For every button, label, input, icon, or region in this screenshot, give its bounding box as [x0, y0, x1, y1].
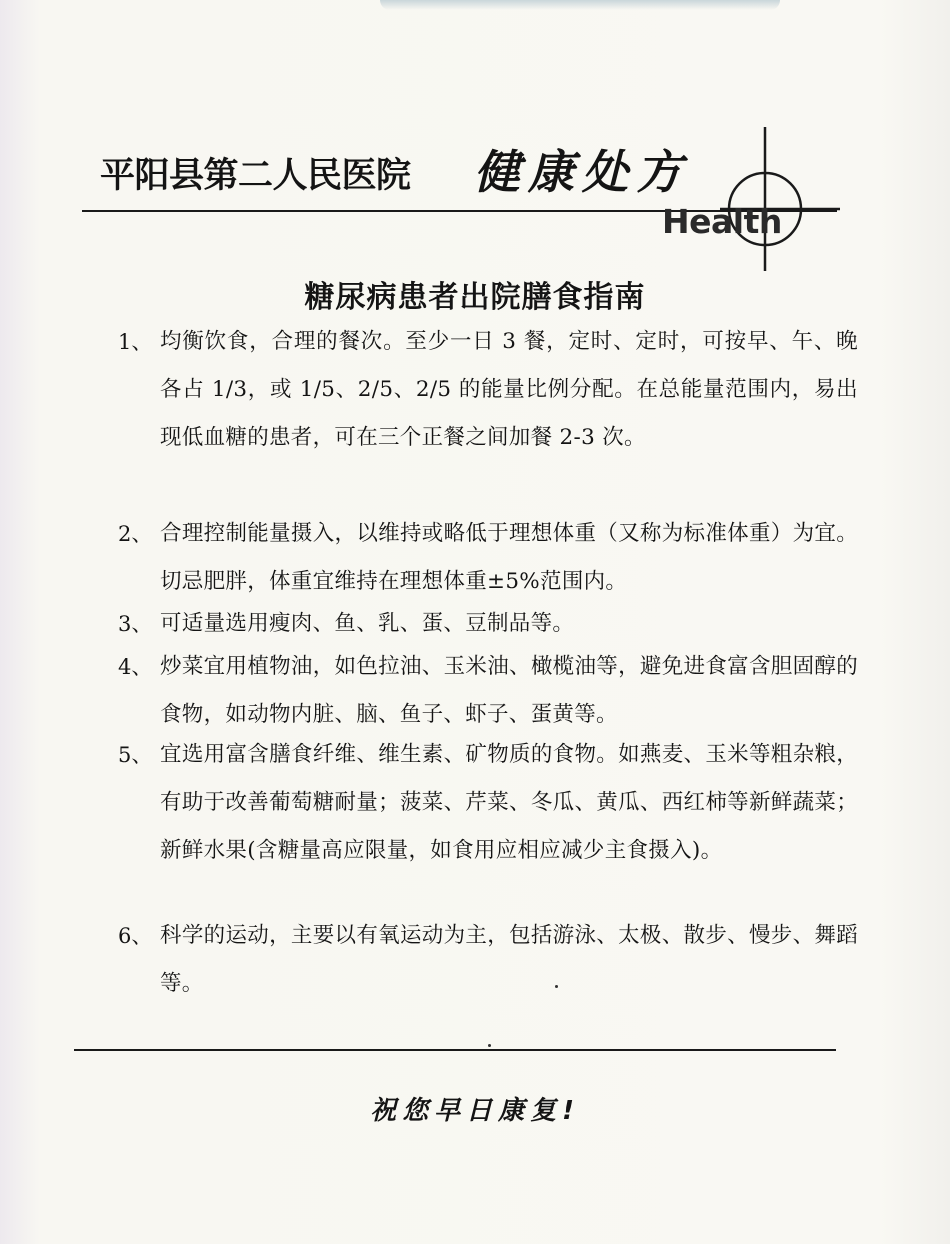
item-text: 宜选用富含膳食纤维、维生素、矿物质的食物。如燕麦、玉米等粗杂粮，有助于改善葡萄糖耐量；菠菜、芹菜、冬瓜、黄瓜、西红柿等新鲜蔬菜；新鲜水果(含糖量高应限量，如食用应相应减少主食摄入)。	[160, 742, 858, 863]
closing-wish: 祝您早日康复!	[370, 1096, 580, 1126]
health-crosshair-logo-icon	[660, 125, 845, 275]
item-text: 均衡饮食，合理的餐次。至少一日 3 餐，定时、定时，可按早、午、晚各占 1/3，或 1/5、2/5、2/5 的能量比例分配。在总能量范围内，易出现低血糖的患者，可在三个正餐之间加餐 2-3 次。	[160, 329, 858, 450]
item-number: 4、	[118, 655, 153, 679]
guideline-item	[118, 912, 858, 1008]
scan-shadow	[380, 0, 780, 10]
footer-divider	[74, 1049, 836, 1051]
print-speck	[488, 1044, 491, 1047]
guideline-item	[118, 600, 858, 648]
hospital-name: 平阳县第二人民医院	[100, 156, 411, 196]
item-text: 合理控制能量摄入，以维持或略低于理想体重（又称为标准体重）为宜。切忌肥胖，体重宜维持在理想体重±5%范围内。	[160, 521, 858, 594]
item-text: 炒菜宜用植物油，如色拉油、玉米油、橄榄油等，避免进食富含胆固醇的食物，如动物内脏、脑、鱼子、虾子、蛋黄等。	[160, 654, 858, 727]
item-number: 5、	[118, 743, 153, 767]
guideline-item	[118, 731, 858, 875]
item-number: 6、	[118, 924, 153, 948]
item-number: 1、	[118, 330, 153, 354]
guideline-item	[118, 510, 858, 606]
guideline-item	[118, 318, 858, 462]
health-logo-word: Health	[662, 202, 782, 241]
print-speck	[555, 985, 558, 988]
item-text: 可适量选用瘦肉、鱼、乳、蛋、豆制品等。	[160, 611, 575, 636]
prescription-title: 健康处方	[474, 145, 690, 199]
item-number: 2、	[118, 522, 153, 546]
guideline-item	[118, 643, 858, 739]
item-text: 科学的运动，主要以有氧运动为主，包括游泳、太极、散步、慢步、舞蹈等。	[160, 923, 858, 996]
document-title: 糖尿病患者出院膳食指南	[304, 280, 646, 315]
item-number: 3、	[118, 612, 153, 636]
